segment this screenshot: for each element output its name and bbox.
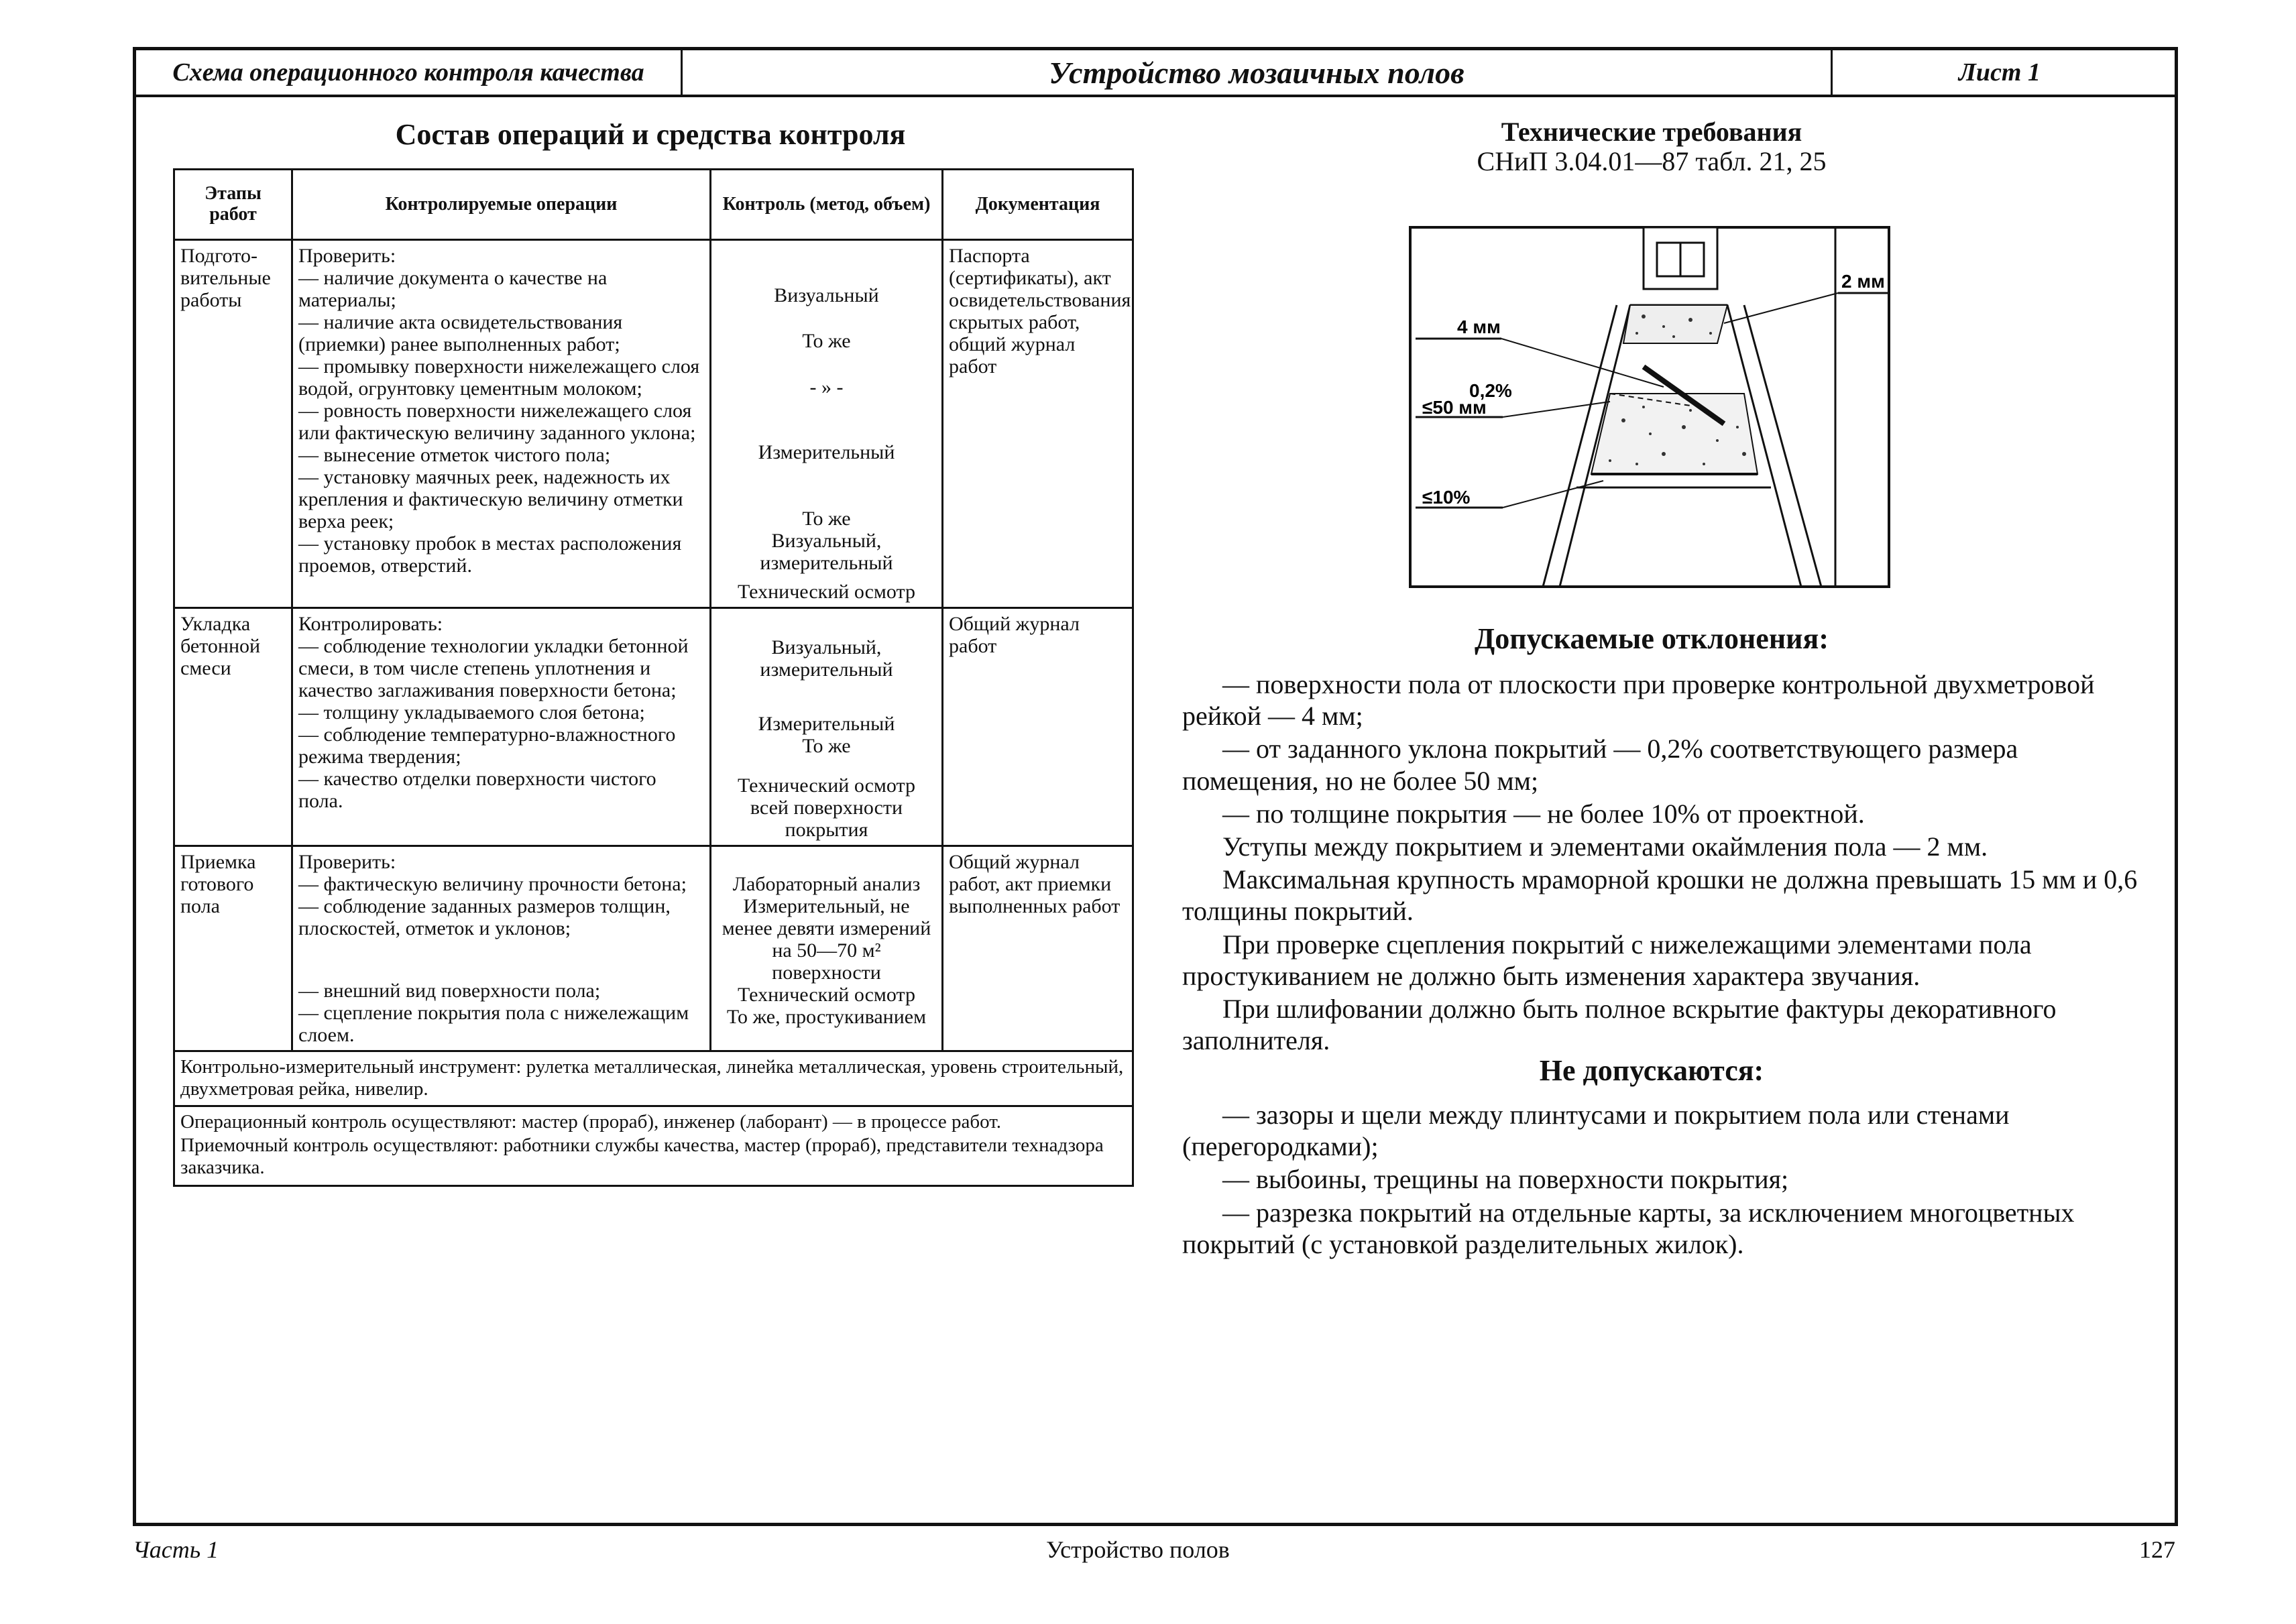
control-line: Измерительный <box>758 713 895 735</box>
operation-line: — установку маячных реек, надежность их крепления и фактическую величину отметки верха реек; <box>298 466 683 532</box>
operation-line: — ровность поверхности нижележащего слоя или фактическую величину заданного уклона; <box>298 400 696 444</box>
control-line: - » - <box>809 376 844 398</box>
not-allowed-line: — выбоины, трещины на поверхности покрытия; <box>1222 1164 1789 1195</box>
operation-line: — наличие акта освидетельствования (приемки) ранее выполненных работ; <box>298 311 623 355</box>
operation-line: — сцепление покрытия пола с нижележащим слоем. <box>298 1002 689 1046</box>
operation-line: — толщину укладываемого слоя бетона; <box>298 701 645 723</box>
control-line: Лабораторный анализ <box>732 873 921 895</box>
sheet-number: Лист 1 <box>1958 58 2041 86</box>
not-allowed-line: — зазоры и щели между плинтусами и покрытием пола или стенами (перегородками); <box>1182 1100 2010 1162</box>
table-row <box>174 608 1133 846</box>
operational-control-text: Операционный контроль осуществляют: мастер (прораб), инженер (лаборант) — в процессе работ. <box>180 1110 1001 1133</box>
mosaic-layer-top <box>1623 305 1727 343</box>
label-4mm: 4 мм <box>1457 316 1501 337</box>
deviations-title: Допускаемые отклонения: <box>1475 622 1829 655</box>
control-line: Визуальный, измерительный <box>760 636 893 681</box>
operation-line: — установку пробок в местах расположения проемов, отверстий. <box>298 532 682 577</box>
not-allowed-title: Не допускаются: <box>1539 1054 1764 1087</box>
footer-part: Часть 1 <box>133 1536 219 1563</box>
control-info-cell <box>174 1106 1133 1185</box>
control-line: То же <box>802 508 851 530</box>
table-row <box>174 240 1133 608</box>
operations-cell <box>292 608 711 846</box>
documentation-cell: Паспорта (сертификаты), акт освидетельствования скрытых работ, общий журнал работ <box>943 240 1133 608</box>
floor-diagram <box>1409 226 1890 588</box>
deviation-line: — по толщине покрытия — не более 10% от проектной. <box>1222 798 1865 829</box>
control-line <box>717 613 936 635</box>
col-header-stage: Этапы работ <box>174 170 292 240</box>
control-line: Технический осмотр всей поверхности покрытия <box>738 774 915 841</box>
tech-requirements-ref: СНиП 3.04.01—87 табл. 21, 25 <box>1477 146 1827 176</box>
left-section-title: Состав операций и средства контроля <box>395 118 906 151</box>
label-0-2pct: 0,2% <box>1469 380 1512 401</box>
table-header-row <box>174 170 1133 240</box>
operation-line: — соблюдение заданных размеров толщин, плоскостей, отметок и уклонов; <box>298 895 671 939</box>
control-line: Измерительный, не менее девяти измерений на 50—70 м² поверхности <box>722 895 931 984</box>
tools-row <box>174 1051 1133 1106</box>
operation-line: — соблюдение температурно-влажностного режима твердения; <box>298 723 676 768</box>
operations-table <box>173 168 1134 1187</box>
control-cell <box>711 608 943 846</box>
control-line: То же <box>802 735 851 757</box>
operation-line: — наличие документа о качестве на материалы; <box>298 267 608 311</box>
label-10pct: ≤10% <box>1422 487 1471 508</box>
control-cell <box>711 240 943 608</box>
deviation-line: При шлифовании должно быть полное вскрытие фактуры декоративного заполнителя. <box>1182 993 2057 1056</box>
acceptance-control-text: Приемочный контроль осуществляют: работники службы качества, мастер (прораб), представители технадзора заказчика. <box>180 1135 1104 1179</box>
deviations-text <box>1182 669 2148 1057</box>
deviation-line: Уступы между покрытием и элементами окаймления пола — 2 мм. <box>1222 831 1988 862</box>
not-allowed-text <box>1182 1099 2148 1261</box>
control-line: То же, простукиванием <box>726 1006 927 1028</box>
tech-requirements-title: Технические требования <box>1501 117 1802 147</box>
control-line: Визуальный <box>774 284 879 306</box>
control-row <box>174 1106 1133 1185</box>
stage-cell: Приемка готового пола <box>174 846 292 1051</box>
control-line: Визуальный, измерительный <box>760 530 893 574</box>
operation-line: — промывку поверхности нижележащего слоя водой, огрунтовку цементным молоком; <box>298 355 700 400</box>
deviation-line: Максимальная крупность мраморной крошки не должна превышать 15 мм и 0,6 толщины покрытий. <box>1182 864 2138 927</box>
not-allowed-line: — разрезка покрытий на отдельные карты, за исключением многоцветных покрытий (с установкой разделительных жилок). <box>1182 1197 2075 1259</box>
control-line <box>717 851 936 873</box>
deviation-line: — от заданного уклона покрытий — 0,2% соответствующего размера помещения, но не более 50 мм; <box>1182 734 2018 796</box>
table-row <box>174 846 1133 1051</box>
operation-line: — внешний вид поверхности пола; <box>298 980 601 1002</box>
control-line <box>717 245 936 267</box>
control-line: Измерительный <box>758 441 895 463</box>
header-bar <box>136 50 2175 97</box>
control-line: То же <box>802 330 851 352</box>
operations-cell <box>292 846 711 1051</box>
footer-section: Устройство полов <box>1046 1536 1230 1563</box>
documentation-cell: Общий журнал работ <box>943 608 1133 846</box>
control-line: Технический осмотр <box>738 581 915 603</box>
col-header-operations: Контролируемые операции <box>292 170 711 240</box>
control-cell <box>711 846 943 1051</box>
tools-cell: Контрольно-измерительный инструмент: рулетка металлическая, линейка металлическая, уровень строительный, двухметровая рейка, нивелир. <box>174 1051 1133 1106</box>
page-number: 127 <box>2139 1536 2175 1563</box>
operation-line: — соблюдение технологии укладки бетонной смеси, в том числе степень уплотнения и качество заглаживания поверхности бетона; <box>298 635 689 701</box>
header-title: Устройство мозаичных полов <box>683 50 1833 95</box>
operation-line: — качество отделки поверхности чистого пола. <box>298 768 656 812</box>
header-left: Схема операционного контроля качества <box>136 50 683 95</box>
operation-line: — фактическую величину прочности бетона; <box>298 873 687 895</box>
operation-line: Проверить: <box>298 851 396 873</box>
operations-cell <box>292 240 711 608</box>
mosaic-layer-bottom <box>1591 394 1758 474</box>
control-line: Технический осмотр <box>738 984 915 1006</box>
col-header-control: Контроль (метод, объем) <box>711 170 943 240</box>
col-header-documentation: Документация <box>943 170 1133 240</box>
deviation-line: — поверхности пола от плоскости при проверке контрольной двухметровой рейкой — 4 мм; <box>1182 669 2095 732</box>
page-frame <box>133 47 2178 1526</box>
stage-cell: Укладка бетонной смеси <box>174 608 292 846</box>
documentation-cell: Общий журнал работ, акт приемки выполненных работ <box>943 846 1133 1051</box>
label-2mm: 2 мм <box>1841 271 1885 292</box>
operation-line: Контролировать: <box>298 613 443 635</box>
label-50mm: ≤50 мм <box>1422 397 1487 418</box>
operation-line: Проверить: <box>298 245 396 267</box>
stage-cell: Подгото-вительные работы <box>174 240 292 608</box>
operation-line: — вынесение отметок чистого пола; <box>298 444 611 466</box>
deviation-line: При проверке сцепления покрытий с нижележащими элементами пола простукиванием не должно быть изменения характера звучания. <box>1182 929 2032 991</box>
